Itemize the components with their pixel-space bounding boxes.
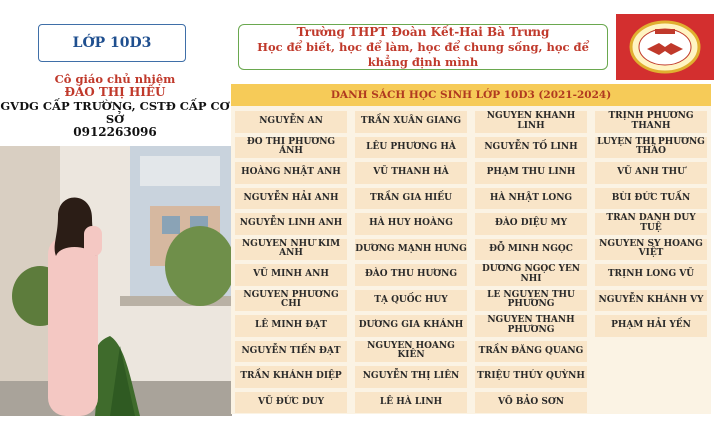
student-name-cell: HÀ HUY HOÀNG xyxy=(355,213,467,235)
student-name-cell: HOÀNG NHẬT ANH xyxy=(235,162,347,184)
student-name-cell: VŨ THANH HÀ xyxy=(355,162,467,184)
student-name-cell: NGUYỄN KHÁNH LINH xyxy=(475,111,587,133)
student-grid xyxy=(235,111,707,413)
student-name-cell: ĐỖ THỊ PHƯƠNG ANH xyxy=(235,137,347,159)
student-name-cell: LÊ MINH ĐẠT xyxy=(235,315,347,337)
student-name-cell: TRẦN XUÂN GIANG xyxy=(355,111,467,133)
class-label: LỚP 10D3 xyxy=(72,35,152,51)
student-name-cell: DƯƠNG NGỌC YẾN NHI xyxy=(475,264,587,286)
student-name-cell: NGUYỄN KHÁNH VY xyxy=(595,290,707,312)
teacher-photo-illustration xyxy=(0,146,232,416)
student-name-cell: BÙI ĐỨC TUẤN xyxy=(595,188,707,210)
school-name: Trường THPT Đoàn Kết-Hai Bà Trưng xyxy=(296,25,550,40)
empty-cell xyxy=(595,366,707,388)
student-name-cell: NGUYỄN NHƯ KIM ANH xyxy=(235,239,347,261)
student-name-cell: TRIỆU THÚY QUỲNH xyxy=(475,366,587,388)
teacher-info xyxy=(0,73,230,140)
empty-cell xyxy=(595,341,707,363)
student-list-title xyxy=(231,84,711,106)
student-name-cell: PHẠM HẢI YẾN xyxy=(595,315,707,337)
student-name-cell: TRẦN GIA HIẾU xyxy=(355,188,467,210)
student-name-cell: TRỊNH LONG VŨ xyxy=(595,264,707,286)
student-name-cell: TRẦN ĐĂNG QUANG xyxy=(475,341,587,363)
student-name-cell: ĐỖ MINH NGỌC xyxy=(475,239,587,261)
student-name-cell: ĐÀO DIỆU MY xyxy=(475,213,587,235)
empty-cell xyxy=(595,392,707,414)
student-name-cell: NGUYỄN AN xyxy=(235,111,347,133)
teacher-name: ĐÀO THỊ HIẾU xyxy=(64,85,166,100)
student-name-cell: NGUYỄN THỊ LIÊN xyxy=(355,366,467,388)
student-name-cell: NGUYỄN PHƯƠNG CHI xyxy=(235,290,347,312)
teacher-phone: 0912263096 xyxy=(73,125,157,140)
student-name-cell: NGUYỄN TIẾN ĐẠT xyxy=(235,341,347,363)
student-name-cell: PHẠM THU LINH xyxy=(475,162,587,184)
student-name-cell: LÊ NGUYỄN THU PHƯƠNG xyxy=(475,290,587,312)
school-logo xyxy=(616,14,714,80)
handshake-emblem-icon xyxy=(625,19,705,75)
student-name-cell: NGUYỄN LINH ANH xyxy=(235,213,347,235)
student-name-cell: TRẦN DANH DUY TUỆ xyxy=(595,213,707,235)
student-name-cell: NGUYỄN TỐ LINH xyxy=(475,137,587,159)
student-name-cell: NGUYỄN HOÀNG KIÊN xyxy=(355,341,467,363)
student-list-title-text: DANH SÁCH HỌC SINH LỚP 10D3 (2021-2024) xyxy=(330,89,612,101)
student-name-cell: TRỊNH PHƯƠNG THANH xyxy=(595,111,707,133)
student-name-cell: NGUYỄN THANH PHƯƠNG xyxy=(475,315,587,337)
school-motto: Học để biết, học để làm, học để chung sống, học để khẳng định mình xyxy=(257,40,589,69)
student-name-cell: DƯƠNG GIA KHÁNH xyxy=(355,315,467,337)
student-name-cell: TẠ QUỐC HUY xyxy=(355,290,467,312)
student-name-cell: VŨ ANH THƯ xyxy=(595,162,707,184)
teacher-photo xyxy=(0,146,232,416)
bottom-strip xyxy=(0,416,720,431)
teacher-role: Cô giáo chủ nhiệm xyxy=(54,72,176,86)
student-name-cell: TRẦN KHÁNH DIỆP xyxy=(235,366,347,388)
student-name-cell: HÀ NHẬT LONG xyxy=(475,188,587,210)
student-name-cell: VŨ ĐỨC DUY xyxy=(235,392,347,414)
student-name-cell: LUYỆN THỊ PHƯƠNG THẢO xyxy=(595,137,707,159)
student-name-cell: NGUYỄN HẢI ANH xyxy=(235,188,347,210)
teacher-titles: GVDG CẤP TRƯỜNG, CSTĐ CẤP CƠ SỞ xyxy=(0,99,230,127)
student-name-cell: LÊU PHƯƠNG HÀ xyxy=(355,137,467,159)
school-info-box xyxy=(238,24,608,70)
student-name-cell: DƯƠNG MẠNH HƯNG xyxy=(355,239,467,261)
student-name-cell: VÕ BẢO SƠN xyxy=(475,392,587,414)
student-name-cell: NGUYỄN SỸ HOÀNG VIỆT xyxy=(595,239,707,261)
student-name-cell: ĐÀO THU HƯƠNG xyxy=(355,264,467,286)
student-list-panel xyxy=(231,84,711,414)
student-name-cell: VŨ MINH ANH xyxy=(235,264,347,286)
student-name-cell: LÊ HÀ LINH xyxy=(355,392,467,414)
class-label-box xyxy=(38,24,186,62)
